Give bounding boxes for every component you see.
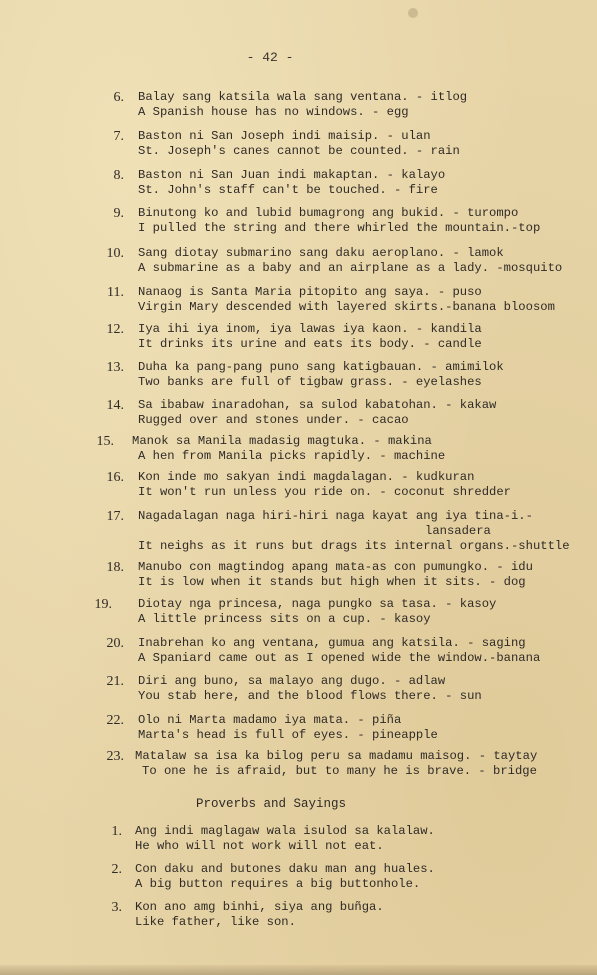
proverb-text: Ang indi maglagaw wala isulod sa kalalaw. bbox=[135, 824, 435, 838]
riddle-text: Diri ang buno, sa malayo ang dugo. - adlaw bbox=[138, 674, 446, 688]
riddle-text: Nagadalagan naga hiri-hiri naga kayat ang iya tina-i.- bbox=[138, 509, 533, 523]
section-heading: Proverbs and Sayings bbox=[195, 797, 347, 811]
proverb-text: Con daku and butones daku man ang huales. bbox=[135, 862, 435, 876]
riddle-number: 13. bbox=[106, 360, 124, 375]
riddle-number: 16. bbox=[106, 470, 124, 485]
riddle-number: 15. bbox=[96, 434, 114, 449]
proverb-translation: A big button requires a big buttonhole. bbox=[135, 877, 421, 891]
riddle-translation: Rugged over and stones under. - cacao bbox=[138, 413, 409, 427]
riddle-number: 12. bbox=[106, 322, 124, 337]
riddle-translation: A submarine as a baby and an airplane as a lady. -mosquito bbox=[138, 261, 563, 275]
riddle-text: Inabrehan ko ang ventana, gumua ang katsila. - saging bbox=[138, 636, 526, 650]
riddle-text: Binutong ko and lubid bumagrong ang bukid. - turompo bbox=[138, 206, 519, 220]
riddle-number: 17. bbox=[106, 509, 124, 524]
riddle-translation: A Spaniard came out as I opened wide the window.-banana bbox=[138, 651, 541, 665]
riddle-text: Sang diotay submarino sang daku aeroplano. - lamok bbox=[138, 246, 504, 260]
riddle-translation: A little princess sits on a cup. - kasoy bbox=[138, 612, 431, 626]
riddle-text: Baston ni San Juan indi makaptan. - kalayo bbox=[138, 168, 446, 182]
riddle-number: 14. bbox=[106, 398, 124, 413]
riddle-number: 8. bbox=[113, 168, 124, 183]
riddle-text: Olo ni Marta madamo iya mata. - piña bbox=[138, 713, 402, 727]
riddle-text: Nanaog is Santa Maria pitopito ang saya. - puso bbox=[138, 285, 482, 299]
riddle-number: 10. bbox=[106, 246, 124, 261]
riddle-text: Manubo con magtindog apang mata-as con pumungko. - idu bbox=[138, 560, 533, 574]
riddle-text: Sa ibabaw inaradohan, sa sulod kabatohan. - kakaw bbox=[138, 398, 497, 412]
punch-hole bbox=[408, 8, 418, 18]
riddle-number: 19. bbox=[94, 597, 112, 612]
riddle-translation: It won't run unless you ride on. - coconut shredder bbox=[138, 485, 511, 499]
riddle-translation: You stab here, and the blood flows there. - sun bbox=[138, 689, 482, 703]
riddle-text: Diotay nga princesa, naga pungko sa tasa. - kasoy bbox=[138, 597, 497, 611]
riddle-number: 18. bbox=[106, 560, 124, 575]
riddle-number: 11. bbox=[107, 285, 124, 300]
riddle-number: 20. bbox=[106, 636, 124, 651]
proverb-number: 2. bbox=[111, 862, 122, 877]
proverb-number: 3. bbox=[111, 900, 122, 915]
riddle-number: 6. bbox=[113, 90, 124, 105]
riddle-number: 21. bbox=[106, 674, 124, 689]
proverb-text: Kon ano amg binhi, siya ang buñga. bbox=[135, 900, 384, 914]
riddle-translation: I pulled the string and there whirled the mountain.-top bbox=[138, 221, 541, 235]
riddle-translation: It drinks its urine and eats its body. - candle bbox=[138, 337, 482, 351]
page-number: - 42 - bbox=[246, 50, 294, 65]
riddle-translation: St. Joseph's canes cannot be counted. - rain bbox=[138, 144, 460, 158]
riddle-translation: To one he is afraid, but to many he is brave. - bridge bbox=[142, 764, 537, 778]
riddle-number: 7. bbox=[113, 129, 124, 144]
proverb-translation: Like father, like son. bbox=[135, 915, 296, 929]
riddle-text: Matalaw sa isa ka bilog peru sa madamu maisog. - taytay bbox=[135, 749, 538, 763]
riddle-translation: A Spanish house has no windows. - egg bbox=[138, 105, 409, 119]
riddle-text: Balay sang katsila wala sang ventana. - itlog bbox=[138, 90, 468, 104]
riddle-translation: St. John's staff can't be touched. - fire bbox=[138, 183, 438, 197]
riddle-number: 23. bbox=[106, 749, 124, 764]
page-bottom-edge bbox=[0, 965, 597, 975]
riddle-text: Baston ni San Joseph indi maisip. - ulan bbox=[138, 129, 431, 143]
riddle-number: 9. bbox=[113, 206, 124, 221]
riddle-number: 22. bbox=[106, 713, 124, 728]
riddle-translation: Two banks are full of tigbaw grass. - eyelashes bbox=[138, 375, 482, 389]
riddle-translation: It is low when it stands but high when it sits. - dog bbox=[138, 575, 526, 589]
riddle-translation: Marta's head is full of eyes. - pineapple bbox=[138, 728, 438, 742]
riddle-text: Manok sa Manila madasig magtuka. - makina bbox=[132, 434, 432, 448]
riddle-translation: A hen from Manila picks rapidly. - machine bbox=[138, 449, 446, 463]
proverb-number: 1. bbox=[111, 824, 122, 839]
riddle-text-continuation: lansadera bbox=[425, 524, 491, 538]
riddle-text: Duha ka pang-pang puno sang katigbauan. - amimilok bbox=[138, 360, 504, 374]
riddle-text: Kon inde mo sakyan indi magdalagan. - kudkuran bbox=[138, 470, 475, 484]
proverb-translation: He who will not work will not eat. bbox=[135, 839, 384, 853]
riddle-translation: It neighs as it runs but drags its internal organs.-shuttle bbox=[138, 539, 570, 553]
riddle-translation: Virgin Mary descended with layered skirts.-banana bloosom bbox=[138, 300, 555, 314]
riddle-text: Iya ihi iya inom, iya lawas iya kaon. - kandila bbox=[138, 322, 482, 336]
